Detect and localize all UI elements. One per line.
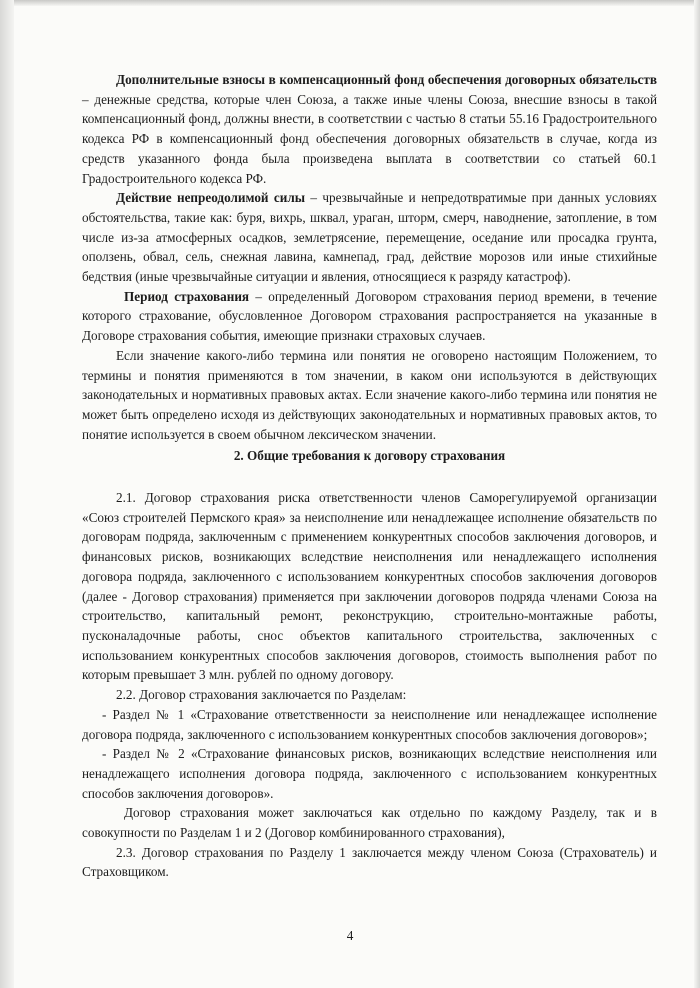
definition-text: – определенный Договором страхования период времени, в течение которого страхование, обусловленное Договором страхования распространяется на указанные в Договоре страхования события, имеющие признаки страховых случаев. xyxy=(82,288,657,344)
body-paragraph: Если значение какого-либо термина или понятия не оговорено настоящим Положением, то термины и понятия применяются в том значении, в каком они используются в действующих законодательных и нормативных правовых актах. Если значение какого-либо термина или понятия не может быть определено исходя из действующих законодательных и нормативных правовых актов, то понятие используется в своем обычном лексическом значении. xyxy=(82,347,657,442)
page-number: 4 xyxy=(346,928,354,943)
document-body xyxy=(82,70,657,882)
definition-text: – денежные средства, которые член Союза, а также иные члены Союза, внесшие взносы в такой компенсационный фонд, должны внести, в соответствии с частью 8 статьи 55.16 Градостроительного кодекса РФ в компенсационный фонд обеспечения договорных обязательств в случае, когда из средств указанного фонда была произведена выплата в соответствии со статьей 60.1 Градостроительного кодекса РФ. xyxy=(82,91,657,186)
list-item: - Раздел № 2 «Страхование финансовых рисков, возникающих вследствие неисполнения или ненадлежащего исполнения договора подряда, заключенного с использованием конкурентных способов заключения договоров». xyxy=(82,746,657,801)
scan-edge-top xyxy=(0,0,700,6)
definition-paragraph xyxy=(82,70,657,188)
scan-edge-left xyxy=(0,0,14,988)
defined-term: Дополнительные взносы в компенсационный фонд обеспечения договорных обязательств xyxy=(116,72,657,87)
scan-edge-right xyxy=(694,0,700,988)
list-item: - Раздел № 1 «Страхование ответственности за неисполнение или ненадлежащее исполнение договора подряда, заключенного с использованием конкурентных способов заключения договоров»; xyxy=(82,706,657,742)
clause-paragraph: 2.2. Договор страхования заключается по Разделам: xyxy=(116,687,407,703)
section-heading: 2. Общие требования к договору страхования xyxy=(233,448,506,464)
clause-paragraph: 2.1. Договор страхования риска ответственности членов Саморегулируемой организации «Союз строителей Пермского края» за неисполнение или ненадлежащее исполнение обязательств по договорам подряда, заключенным с применением конкурентных способов заключения договоров, и финансовых рисков, возникающих вследствие неисполнения или ненадлежащего исполнения договора подряда, заключенного с использованием конкурентных способов заключения договоров (далее - Договор страхования) применяется при заключении договоров подряда членами Союза на строительство, капитальный ремонт, реконструкцию, строительно-монтажные работы, пусконаладочные работы, снос объектов капитального строительства, заключенных с использованием конкурентных способов заключения договоров, стоимость выполнения работ по которым превышает 3 млн. рублей по одному договору. xyxy=(82,490,657,683)
defined-term: Период страхования xyxy=(124,288,250,304)
definition-paragraph xyxy=(82,287,657,346)
definition-text: – чрезвычайные и непредотвратимые при данных условиях обстоятельства, такие как: буря, вихрь, шквал, ураган, шторм, смерч, наводнение, затопление, в том числе из-за атмосферных осадков, землетрясение, перемещение, оседание или просадка грунта, оползень, обвал, сель, снежная лавина, камнепад, град, действие морозов или иные стихийные бедствия (иные чрезвычайные ситуации и явления, относящиеся к разряду катастроф). xyxy=(82,190,657,285)
definition-paragraph xyxy=(82,188,657,287)
clause-paragraph: 2.3. Договор страхования по Разделу 1 заключается между членом Союза (Страхователь) и Страховщиком. xyxy=(82,844,657,880)
defined-term: Действие непреодолимой силы xyxy=(116,190,306,206)
body-paragraph: Договор страхования может заключаться как отдельно по каждому Разделу, так и в совокупности по Разделам 1 и 2 (Договор комбинированного страхования), xyxy=(82,805,657,841)
